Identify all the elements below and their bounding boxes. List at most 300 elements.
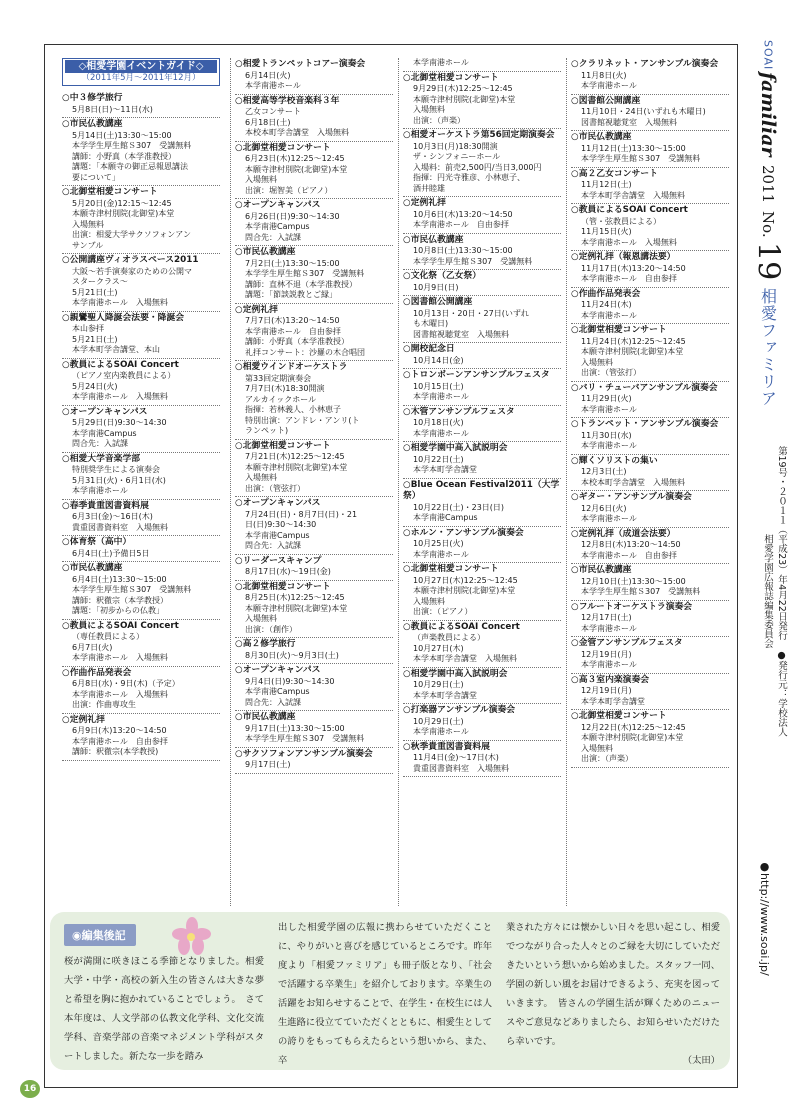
event-detail-line: 講師：直林不退（本学准教授） [245,279,357,289]
event-detail-line: 講師：釈徹宗(本学教授) [72,747,159,756]
event-detail-line: 12月22日(木)12:25〜12:45 [581,722,686,732]
event-detail-line: 6月23日(木)12:25〜12:45 [245,154,345,163]
event-detail-line: 本学学生厚生館Ｓ307 受講無料 [581,587,701,596]
event-title-text: 作曲作品発表会 [578,288,641,299]
event-detail-line: 8月17日(水)〜19日(金) [245,567,331,576]
event-title [62,621,220,633]
circle-bullet-icon: ○ [571,59,579,69]
event-detail-line: 11月10日・24日(いずれも木曜日) [581,107,706,116]
event-detail-line: 10月3日(月)18:30開演 [413,141,498,151]
circle-bullet-icon: ○ [403,741,411,752]
event-detail-line: 11月30日(水) [581,430,632,440]
circle-bullet-icon: ○ [62,453,70,464]
event-list-1 [62,92,220,761]
circle-bullet-icon: ○ [571,565,579,575]
event-detail-line: 本学南港ホール 自由参拝 [581,550,677,560]
circle-bullet-icon: ○ [571,419,579,429]
event-detail-line: 指揮：若林義人、小林恵子 [245,405,341,414]
event-item [571,455,729,492]
event-detail-line: 本学本町学舎講堂 入場無料 [413,654,517,663]
event-title-text: 市民仏教講座 [578,132,632,142]
event-detail-line: 11月12日(土) [581,180,632,189]
event-title-text: 親鸞聖人降誕会法要・降誕会 [69,312,185,323]
event-detail-line: 酒井睦雄 [413,183,445,193]
event-item [235,246,393,304]
event-title-text: ホルン・アンサンブル演奏会 [410,527,524,538]
event-item [62,536,220,562]
event-title-text: 定例礼拝（成道会法要） [578,528,676,539]
event-detail-line: 本学学生厚生館Ｓ307 受講無料 [245,269,365,278]
event-title [62,93,220,105]
event-title-text: サクソフォンアンサンブル演奏会 [242,748,373,759]
event-detail-line: 特別出演：アンドレ・アンリ(ト [245,415,360,425]
event-title-text: トロンボーンアンサンブルフェスタ [410,370,550,380]
circle-bullet-icon: ○ [235,142,243,153]
event-detail-line: 本学南港ホール 自由参拝 [245,326,341,336]
event-detail-line: 礼拝コンサート：沙羅の木合唱団 [245,347,365,357]
event-item [403,72,561,130]
event-title [235,441,393,453]
editor-note-box [50,912,730,1070]
event-detail-line: 5月21日(土) [72,334,118,344]
event-title [571,492,729,504]
event-detail-line: 講題：「初步からの仏教」 [72,606,164,615]
event-item [235,581,393,639]
event-title [403,564,561,576]
circle-bullet-icon: ○ [62,312,70,323]
event-title-text: 相愛トランペットコアー演奏会 [242,59,366,69]
event-detail-line: 本学南港ホール 自由参拝 [72,736,168,746]
event-detail-line: 本願寺津村別院(北御堂)本堂 [413,586,516,595]
event-title-text: 開校記念日 [410,344,455,354]
event-item [403,197,561,234]
circle-bullet-icon: ○ [571,205,579,215]
event-title [571,59,729,71]
circle-bullet-icon: ○ [403,527,411,538]
event-item [62,500,220,537]
event-detail-line: 7月7日(木)13:20〜14:50 [245,316,340,325]
event-title [403,297,561,309]
event-title [403,370,561,382]
event-title-text: 教員によるSOAI Concert [69,620,179,631]
event-title [62,563,220,575]
circle-bullet-icon: ○ [571,325,579,335]
event-detail-line: （ピアノ室内楽教員による） [72,371,176,380]
event-detail-line: 本校本町学舎講堂 入場無料 [581,477,685,487]
event-detail-line: 10月22日(土) [413,454,464,464]
event-detail-line: 出演：（声楽） [413,115,465,125]
event-title [62,360,220,372]
event-title [62,407,220,419]
event-detail-line: 12月19日(月) [581,686,632,695]
event-detail-line: 本学本町学舎講堂 入場無料 [581,190,685,200]
event-detail-line: 7月21日(木)12:25〜12:45 [245,452,345,461]
circle-bullet-icon: ○ [403,198,411,208]
event-item [403,563,561,621]
event-title [235,712,393,724]
event-item [571,418,729,455]
circle-bullet-icon: ○ [62,714,70,725]
event-title-text: 北御堂相愛コンサート [242,581,331,592]
event-item [403,58,561,72]
event-item [235,304,393,362]
event-title-text: 相愛ウインドオーケストラ [242,362,348,372]
event-detail-line: 9月17日(土) [245,760,291,769]
event-detail-line: スタークラス〜 [72,277,128,286]
event-detail-line: 本学南港ホール [581,514,637,523]
event-detail-line: 6月9日(木)13:20〜14:50 [72,726,167,735]
event-detail-line: 入場無料 [245,175,277,184]
event-item [571,95,729,132]
circle-bullet-icon: ○ [403,130,411,140]
event-detail-line: 8月25日(木)12:25〜12:45 [245,593,345,602]
circle-bullet-icon: ○ [403,271,411,281]
event-detail-line: 本学南港ホール [245,81,301,90]
event-title-text: 中３修学旅行 [69,93,123,103]
event-item [571,288,729,325]
event-detail-line: 5月21日(土) [72,287,118,297]
event-title [235,200,393,212]
event-detail-line: 入場無料 [245,473,277,482]
event-title-text: オープンキャンパス [69,406,148,417]
event-detail-line: 本学南港Campus [413,513,478,522]
event-item [62,186,220,254]
event-detail-line: 9月4日(日)9:30〜14:30 [245,676,335,686]
event-detail-line: 図書館視聴覚室 入場無料 [581,117,677,127]
circle-bullet-icon: ○ [235,200,243,210]
event-detail-line: 11月12日(土)13:30〜15:00 [581,143,686,153]
circle-bullet-icon: ○ [62,563,70,573]
event-detail-line: 本学学生厚生館Ｓ307 受講無料 [581,154,701,163]
event-title [235,665,393,677]
event-detail-line: 本学南港ホール 入場無料 [72,653,168,662]
event-detail-line: 本学南港ホール [413,549,469,559]
circle-bullet-icon: ○ [571,638,579,648]
event-title-text: バリ・チューバアンサンブル演奏会 [578,382,718,393]
event-item [403,442,561,479]
event-detail-line: 出演：（管弦打） [581,368,641,377]
event-item [571,382,729,419]
event-title [571,325,729,337]
event-detail-line: 本学南港Campus [72,428,137,438]
event-detail-line: 第33回定期演奏会 [245,373,312,383]
spine-no-label: No. [759,210,777,238]
circle-bullet-icon: ○ [403,621,411,632]
event-title [235,96,393,108]
event-title [403,344,561,356]
event-title-text: 図書館公開講座 [578,95,641,106]
circle-bullet-icon: ○ [62,667,70,678]
event-item [62,118,220,186]
event-detail-line: 12月10日(土)13:30〜15:00 [581,576,686,586]
event-title-text: 北御堂相愛コンサート [578,711,667,721]
event-title [571,419,729,431]
event-title [571,675,729,687]
event-item [62,667,220,714]
event-title [235,749,393,761]
event-item [571,324,729,382]
circle-bullet-icon: ○ [571,95,579,106]
event-guide-header [62,58,220,86]
editor-note-col-1: 桜が満開に咲きほこる季節となりました。相愛大学・中学・高校の新入生の皆さんは大きな夢と希望を胸に抱かれていることでしょう。 さて本年度は、人文学部の仏教文化学科、文化交流学科、音楽学部の音楽マネジメント学科がスタートしました。新たな一歩を踏み [64,956,264,1062]
event-detail-line: 11月24日(木)12:25〜12:45 [581,336,686,346]
event-title [571,383,729,395]
event-detail-line: 11月8日(火) [581,70,627,80]
event-detail-line: 本願寺津村別院(北御堂)本堂 [72,209,175,218]
circle-bullet-icon: ○ [235,440,243,451]
event-title-text: オープンキャンパス [242,200,321,210]
event-item [571,564,729,601]
event-item [403,129,561,197]
event-detail-line: 本学南港ホール 自由参拝 [413,220,509,229]
event-title-text: 市民仏教講座 [242,712,296,722]
circle-bullet-icon: ○ [403,344,411,354]
event-item [235,361,393,440]
circle-bullet-icon: ○ [235,665,243,675]
event-item [62,254,220,312]
editor-signature: （太田） [682,1055,720,1066]
event-title [403,480,561,503]
event-item [403,369,561,406]
circle-bullet-icon: ○ [62,620,70,631]
circle-bullet-icon: ○ [235,712,243,722]
event-title [403,528,561,540]
circle-bullet-icon: ○ [62,119,70,129]
event-item [571,204,729,251]
event-detail-line: 入場無料 [72,219,104,229]
event-item [571,491,729,528]
event-detail-line: 入場無料 [245,614,277,623]
event-list-3 [403,58,561,777]
circle-bullet-icon: ○ [235,748,243,759]
event-detail-line: （管・弦教員による） [581,216,661,226]
event-detail-line: 7月7日(木)18:30開演 [245,384,325,393]
event-title [571,96,729,108]
event-detail-line: 出演：作曲専攻生 [72,700,136,709]
circle-bullet-icon: ○ [571,382,579,393]
event-title-text: 市民仏教講座 [410,234,464,245]
event-column-3 [398,58,561,906]
circle-bullet-icon: ○ [235,555,243,566]
event-detail-line: 本学南港ホール [413,727,469,736]
event-title [571,132,729,144]
circle-bullet-icon: ○ [403,479,411,490]
event-item [403,296,561,343]
event-detail-line: 本学本町学舎講堂 [413,690,477,700]
circle-bullet-icon: ○ [235,304,243,315]
event-title-text: 体育祭（高中） [69,537,132,547]
magazine-spine [748,40,788,740]
event-item [235,711,393,748]
event-detail-line: 12月3日(土) [581,467,627,476]
event-detail-line: 本学南港ホール 自由参拝 [581,274,677,283]
circle-bullet-icon: ○ [235,639,243,649]
event-title-text: 打楽器アンサンブル演奏会 [410,705,516,715]
event-item [403,406,561,443]
event-title-text: 木管アンサンブルフェスタ [410,406,515,417]
event-item [235,199,393,246]
event-item [403,270,561,296]
event-detail-line: 本学南港Campus [245,687,310,696]
event-detail-line: 10月8日(土)13:30〜15:00 [413,246,513,255]
event-guide [62,58,726,906]
circle-bullet-icon: ○ [571,288,579,299]
editor-note-col-2: 出した相愛学園の広報に携わらせていただくことに、やりがいと喜びを感じているところです。昨年度より「相愛ファミリア」も冊子版となり、「社会で活躍する卒業生」を紹介しております。卒業生の活躍をお知らせすることで、在学生・在校生には人生進路に役立てていただくとともに、相愛生としての誇りをもってもらえたらという想いから、また、卒 [278,922,492,1066]
event-detail-line: 本学南港ホール 入場無料 [72,298,168,307]
editor-note-col-3-text: 業された方々には懐かしい日々を思い起こし、相愛でつながり合った人々とのご縁を大切にしていただきたいという想いから始めました。スタッフ一同、学園の新しい風をお届けできるよう、充実を図っていきます。 皆さんの学園生活が輝くためのニュースやご意見などありましたら、お知らせいただけたら幸いです。 [506,922,720,1047]
event-item [235,497,393,555]
event-detail-line: 10月9日(日) [413,282,459,292]
event-title-text: 市民仏教講座 [69,119,123,129]
event-detail-line: 乙女コンサート [245,107,301,116]
event-title-text: 北御堂相愛コンサート [410,72,499,83]
event-title [571,456,729,468]
event-detail-line: 6月8日(水)・9日(木)（予定） [72,679,180,688]
event-item [235,748,393,774]
event-detail-line: 本学本町学舎講堂 [581,696,645,706]
event-title [571,602,729,614]
event-title [235,639,393,651]
event-title [571,205,729,217]
circle-bullet-icon: ○ [235,95,243,106]
event-item [62,453,220,500]
event-title [403,130,561,142]
event-title [571,252,729,264]
event-detail-line: 9月29日(木)12:25〜12:45 [413,84,513,93]
event-detail-line: 講題：「節談説教とご縁」 [245,290,337,299]
spine-japanese-title: 相愛ファミリア [758,287,778,407]
event-title-text: 北御堂相愛コンサート [242,142,331,153]
circle-bullet-icon: ○ [403,705,411,715]
event-title [403,73,561,85]
event-title-text: 秋季貴重図書資料展 [410,741,490,752]
event-item [403,234,561,271]
event-title [403,443,561,455]
event-detail-line: 講師：釈徹宗（本学教授） [72,595,168,605]
event-detail-line: 本学南港ホール [581,404,637,414]
event-detail-line: 指揮：円光寺雅彦、小林恵子、 [413,173,525,182]
event-list-4 [571,58,729,768]
event-title-text: フルートオーケストラ演奏会 [578,601,693,612]
event-title-text: オープンキャンパス [242,498,321,508]
event-title [62,537,220,549]
circle-bullet-icon: ○ [571,674,579,685]
event-item [62,562,220,620]
event-title-text: 春季貴重図書資料展 [69,500,149,511]
circle-bullet-icon: ○ [62,255,70,265]
flower-icon [170,916,214,956]
event-detail-line: 入場無料 [581,357,613,367]
event-title [403,407,561,419]
event-detail-line: 本学南港ホール [581,623,637,633]
page-number: 16 [20,1080,40,1098]
circle-bullet-icon: ○ [571,601,579,612]
event-guide-period: （2011年5月〜2011年12月） [81,73,201,83]
event-detail-line: 出演：（管弦打） [245,483,305,493]
event-item [571,710,729,768]
event-detail-line: 本学南港ホール [581,310,637,320]
event-detail-line: 本学学生厚生館Ｓ307 受講無料 [72,141,192,150]
circle-bullet-icon: ○ [403,72,411,83]
event-title-text: 北御堂相愛コンサート [69,187,158,197]
event-detail-line: 本願寺津村別院(北御堂)本堂 [581,733,684,742]
event-detail-line: 5月29日(日)9:30〜14:30 [72,418,167,427]
event-detail-line: 貴重図書資料室 入場無料 [413,763,509,773]
event-title-text: 教員によるSOAI Concert [578,205,688,215]
event-detail-line: 11月29日(火) [581,394,632,403]
website-url[interactable]: ●http://www.soai.jp/ [758,860,771,976]
event-detail-line: 9月17日(土)13:30〜15:00 [245,723,345,733]
circle-bullet-icon: ○ [571,711,579,721]
event-detail-line: 11月24日(木) [581,300,632,309]
event-detail-line: 本願寺津村別院(北御堂)本堂 [245,462,348,472]
event-item [62,359,220,406]
event-detail-line: サンブル [72,240,104,250]
event-detail-line: 本学南港Campus [245,530,310,540]
circle-bullet-icon: ○ [403,443,411,453]
event-detail-line: 本学南港ホール [581,441,637,450]
event-title-text: 公開講座ヴィオラスペース2011 [69,255,199,265]
circle-bullet-icon: ○ [62,93,70,103]
event-detail-line: 要について」 [72,172,120,182]
event-detail-line: 本願寺津村別院(北御堂)本堂 [245,164,348,174]
event-detail-line: 10月29日(土) [413,716,464,726]
event-title-text: 高３室内楽演奏会 [578,674,650,685]
event-detail-line: 問合先：入試課 [245,541,301,550]
event-detail-line: 問合先：入試課 [245,232,301,242]
event-detail-line: 本山参拝 [72,324,104,333]
event-detail-line: 入場無料 [581,743,613,753]
event-title [235,582,393,594]
event-title-text: 市民仏教講座 [69,563,123,573]
event-detail-line: 12月19日(月) [581,649,632,659]
event-detail-line: 7月2日(土)13:30〜15:00 [245,258,340,268]
event-item [235,58,393,95]
event-column-1 [62,58,220,906]
event-detail-line: 講師：小野真（本学准教授） [72,151,176,161]
event-detail-line: 10月29日(土) [413,680,464,689]
event-title [62,668,220,680]
event-detail-line: 貴重図書資料室 入場無料 [72,522,168,532]
event-detail-line: 10月27日(木)12:25〜12:45 [413,575,518,585]
event-title [62,501,220,513]
event-detail-line: 本学南港ホール 入場無料 [72,689,168,699]
event-detail-line: 5月20日(金)12:15〜12:45 [72,198,172,208]
event-title-text: 輝くソリストの集い [578,455,658,466]
event-item [235,142,393,200]
circle-bullet-icon: ○ [235,581,243,592]
event-title-text: 相愛高等学校音楽科３年 [242,95,340,106]
event-detail-line: ザ・シンフォニーホール [413,152,501,161]
circle-bullet-icon: ○ [571,168,579,179]
event-title [571,289,729,301]
event-title [403,705,561,717]
event-detail-line: 10月27日(木) [413,643,464,653]
event-title-text: 相愛学園中高入試説明会 [410,443,508,453]
event-title-text: 市民仏教講座 [242,247,296,257]
event-title-text: 北御堂相愛コンサート [242,440,331,451]
event-detail-line: 本学南港ホール [581,81,637,90]
event-detail-line: 5月8日(日)〜11日(水) [72,104,153,114]
circle-bullet-icon: ○ [62,359,70,370]
event-detail-line: 本学本町学舎講堂 [413,465,477,474]
event-item [571,251,729,288]
event-item [62,620,220,667]
event-detail-line: 本学南港Campus [245,222,310,231]
event-title-text: 金管アンサンブルフェスタ [578,638,683,648]
circle-bullet-icon: ○ [235,247,243,257]
event-detail-line: 日(日)9:30〜14:30 [245,520,317,529]
